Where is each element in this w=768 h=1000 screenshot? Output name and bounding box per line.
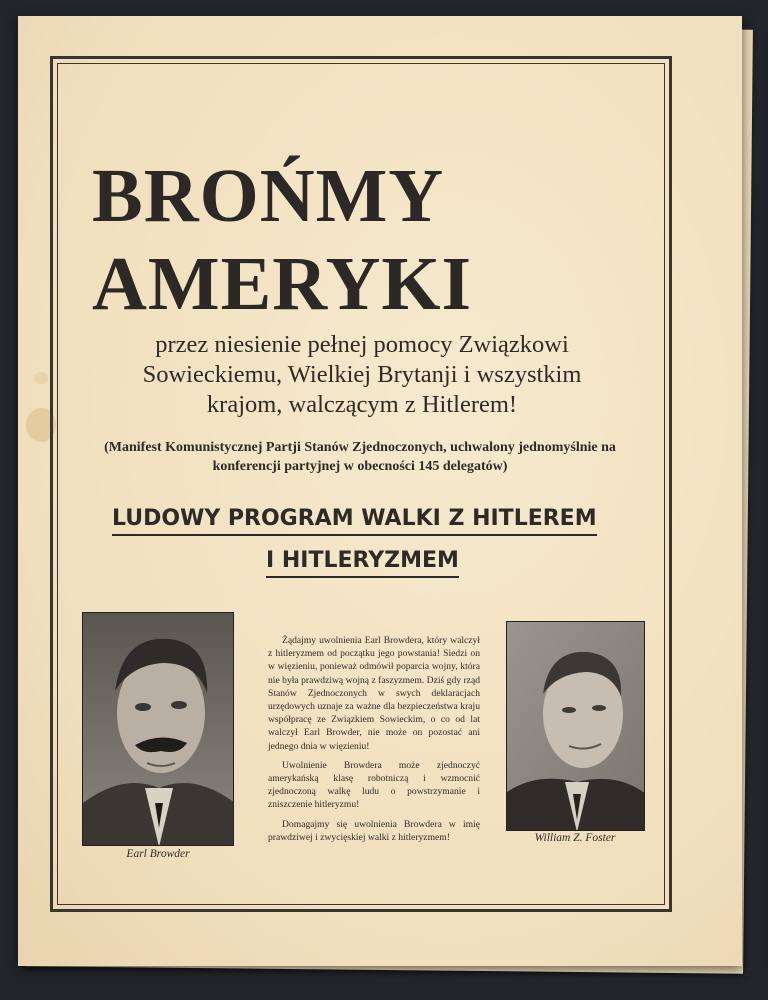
paper-stain-small: [34, 372, 48, 384]
subtitle: przez niesienie pełnej pomocy Związkowi Sowieckiemu, Wielkiej Brytanji i wszystkim krajom, walczącym z Hitlerem!: [142, 331, 582, 418]
manifest-note: (Manifest Komunistycznej Partji Stanów Zjednoczonych, uchwalony jednomyślnie na konferencji partyjnej w obecności 145 delegatów): [104, 440, 616, 474]
program-heading-line-2: I HITLERYZMEM: [266, 548, 459, 578]
caption-earl-browder: Earl Browder: [126, 848, 190, 860]
paragraph-demand-release: Domagajmy się uwolnienia Browdera w imię prawdziwej i zwycięskiej walki z hitleryzmem!: [268, 818, 480, 843]
paragraph-unite-workers: Uwolnienie Browdera może zjednoczyć amerykańską klasę robotniczą i wzmocnić zjednoczoną walkę ludu o powstrzymanie i zniszczenie hitleryzmu!: [268, 759, 480, 811]
portrait-william-z-foster: [506, 621, 645, 831]
body-text-column: [268, 634, 480, 850]
portrait-earl-browder-image: [83, 613, 234, 846]
caption-william-z-foster: William Z. Foster: [534, 832, 616, 844]
portrait-william-z-foster-image: [507, 622, 645, 831]
program-heading-line-1: LUDOWY PROGRAM WALKI Z HITLEREM: [112, 506, 597, 536]
portrait-earl-browder: [82, 612, 234, 846]
paragraph-release-browder: Żądajmy uwolnienia Earl Browdera, który walczył z hitleryzmem od początku jego powstania! Siedzi on w więzieniu, ponieważ odmówił poparcia wojny, która nie była prawdziwą wojną z faszyzmem. Dziś gdy rząd Stanów Zjednoczonych w swych deklaracjach urzędowych uznaje za ważne dla bezpieczeństwa kraju współpracę ze Związkiem Sowieckim, o co od lat walczył Earl Browder, nie może on pozostać ani jednego dnia w więzieniu!: [268, 635, 480, 752]
title-line-1: BROŃMY: [92, 154, 445, 238]
title-line-2: AMERYKI: [92, 242, 473, 326]
